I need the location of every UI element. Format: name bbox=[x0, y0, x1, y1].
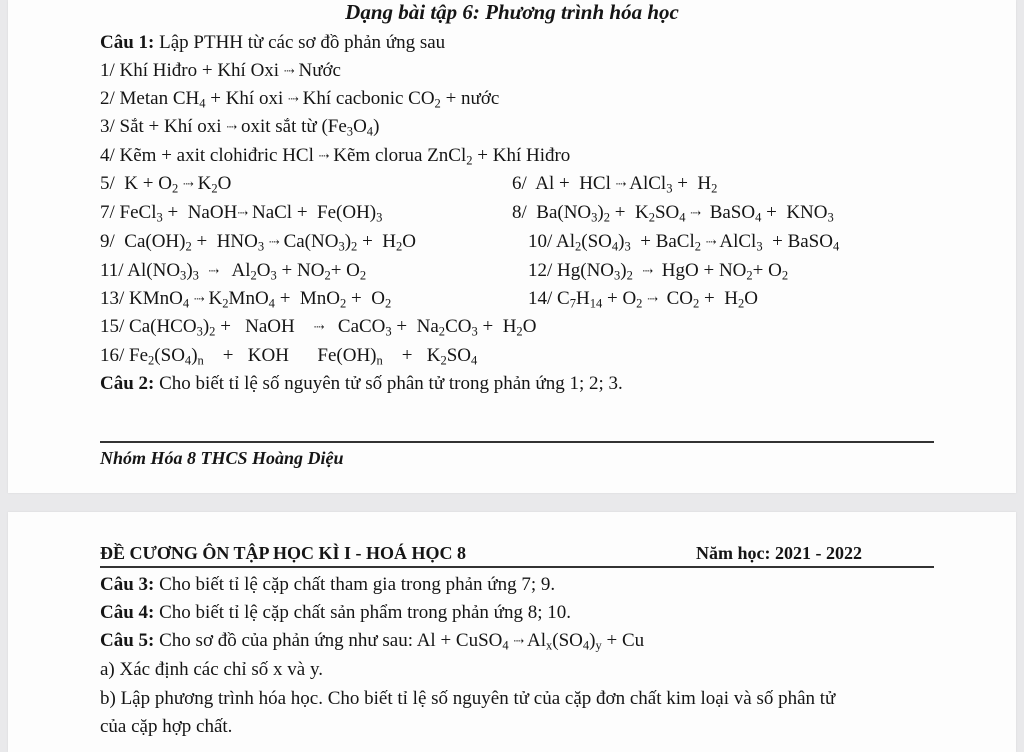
reaction-2-part: Khí cacbonic CO bbox=[302, 88, 435, 109]
arrow-icon: ⇢ bbox=[193, 291, 204, 306]
arrow-icon: ⇢ bbox=[313, 319, 324, 334]
reaction-15: 15/ $Ca(HCO_3)_2$ + NaOH ⇢ CaCO$_3$ + $Na_2CO_3 + H_2O$ bbox=[100, 316, 537, 339]
arrow-icon: ⇢ bbox=[615, 176, 626, 191]
reaction-4-part: + Khí Hiđro bbox=[472, 145, 571, 166]
reaction-11: 11/ $Al(NO_3)_3$ ⇢ $Al_2O_3 + NO_2+ O_2$ bbox=[100, 260, 367, 283]
reaction-3-part: oxit sắt từ (Fe bbox=[240, 116, 347, 137]
reaction-2-part: 2/ Metan CH bbox=[100, 88, 200, 109]
arrow-icon: ⇢ bbox=[287, 91, 298, 106]
arrow-icon: ⇢ bbox=[268, 234, 279, 249]
outline-header: ĐỀ CƯƠNG ÔN TẬP HỌC KÌ I - HOÁ HỌC 8 bbox=[100, 543, 467, 563]
question-3-label: Câu 3: bbox=[100, 574, 155, 595]
arrow-icon: ⇢ bbox=[647, 291, 658, 306]
reaction-2-part: + nước bbox=[440, 88, 500, 109]
question-5-end: + Cu bbox=[601, 630, 645, 651]
question-5b-cont: của cặp hợp chất. bbox=[100, 716, 233, 737]
document-page-1 bbox=[8, 0, 1016, 493]
question-5a: a) Xác định các chỉ số x và y. bbox=[100, 659, 323, 680]
reaction-13: 13/ KMnO$_4$ ⇢ $K_2MnO_4 + MnO_2 + O_2$ bbox=[100, 288, 392, 311]
reaction-5: 5/ $K + O_2$ ⇢ $K_2O$ bbox=[100, 173, 232, 196]
question-5-text: Cho sơ đồ của phản ứng như sau: Al + CuSO bbox=[154, 630, 503, 651]
reaction-2-part: + Khí oxi bbox=[205, 88, 284, 109]
question-4 bbox=[100, 602, 571, 624]
reaction-2: 2/ Metan $CH_4$ + Khí oxi ⇢ Khí cacbonic $CO_2$ + nước bbox=[100, 88, 500, 111]
reaction-4: 4/ Kẽm + axit clohiđric HCl ⇢ Kẽm clorua ZnCl$_2$ + Khí Hiđro bbox=[100, 145, 571, 168]
reaction-4-part: Kẽm clorua ZnCl bbox=[333, 145, 467, 166]
reaction-9: 9/ $Ca(OH)_2 + HNO_3$ ⇢ $Ca(NO_3)_2 + H_2O$ bbox=[100, 231, 416, 254]
arrow-icon: ⇢ bbox=[182, 176, 193, 191]
reaction-4-part: 4/ Kẽm + axit clohiđric HCl bbox=[100, 145, 314, 166]
arrow-icon: ⇢ bbox=[226, 119, 237, 134]
document-page-2 bbox=[8, 512, 1016, 752]
question-1 bbox=[100, 32, 445, 54]
reaction-14: 14/ $C_7H_{14} + O_2$ ⇢ $CO_2 + H_2O$ bbox=[528, 288, 758, 311]
reaction-3-part: 3/ Sắt + Khí oxi bbox=[100, 116, 222, 137]
question-2-text: Cho biết tỉ lệ số nguyên tử số phân tử trong phản ứng 1; 2; 3. bbox=[154, 373, 623, 394]
reaction-6: 6/ Al + HCl ⇢ AlCl$_3$ + $H_2$ bbox=[512, 173, 718, 196]
reaction-3-part: ) bbox=[373, 116, 380, 137]
question-5: Câu 5: Cho sơ đồ của phản ứng như sau: Al + CuSO$_4$ ⇢ $Al_x(SO_4)_y + Cu$ bbox=[100, 630, 645, 653]
question-2-label: Câu 2: bbox=[100, 373, 155, 394]
question-1-text: Lập PTHH từ các sơ đồ phản ứng sau bbox=[154, 32, 446, 53]
question-3-text: Cho biết tỉ lệ cặp chất tham gia trong phản ứng 7; 9. bbox=[154, 574, 556, 595]
question-4-label: Câu 4: bbox=[100, 602, 155, 623]
arrow-icon: ⇢ bbox=[513, 633, 524, 648]
reaction-7: 7/ FeCl$_3$ + NaOH⇢ NaCl + $Fe(OH)_3$ bbox=[100, 202, 383, 225]
arrow-icon: ⇢ bbox=[690, 205, 701, 220]
arrow-icon: ⇢ bbox=[283, 63, 294, 78]
reaction-1-left: 1/ Khí Hiđro + Khí Oxi bbox=[100, 60, 280, 81]
reaction-10: 10/ $Al_2(SO_4)_3$ + BaCl$_2$ ⇢ AlCl$_3$ + BaSO$_4$ bbox=[528, 231, 840, 254]
arrow-icon: ⇢ bbox=[705, 234, 716, 249]
reaction-12: 12/ $Hg(NO_3)_2$ ⇢ HgO + $NO_2+ O_2$ bbox=[528, 260, 789, 283]
school-year: Năm học: 2021 - 2022 bbox=[696, 543, 862, 563]
reaction-3: 3/ Sắt + Khí oxi ⇢ oxit sắt từ $(Fe_3O_4)$ bbox=[100, 116, 380, 139]
question-5-label: Câu 5: bbox=[100, 630, 155, 651]
reaction-16: 16/ $Fe_2(SO_4)_n$ + KOH $Fe(OH)_n$ + $K_2SO_4$ bbox=[100, 345, 478, 368]
divider bbox=[100, 566, 934, 568]
question-5-product: Al bbox=[527, 630, 546, 651]
reaction-3-part: O bbox=[353, 116, 367, 137]
divider bbox=[100, 441, 934, 443]
reaction-1-right: Nước bbox=[298, 60, 341, 81]
arrow-icon: ⇢ bbox=[208, 263, 219, 278]
question-2 bbox=[100, 373, 623, 395]
footer-author: Nhóm Hóa 8 THCS Hoàng Diệu bbox=[100, 448, 344, 468]
question-1-label: Câu 1: bbox=[100, 32, 155, 53]
question-4-text: Cho biết tỉ lệ cặp chất sản phẩm trong phản ứng 8; 10. bbox=[154, 602, 571, 623]
reaction-8: 8/ $Ba(NO_3)_2 + K_2SO_4$ ⇢ BaSO$_4$ + $KNO_3$ bbox=[512, 202, 834, 225]
reaction-1 bbox=[100, 60, 341, 82]
page-title: Dạng bài tập 6: Phương trình hóa học bbox=[345, 0, 679, 24]
arrow-icon: ⇢ bbox=[318, 148, 329, 163]
arrow-icon: ⇢ bbox=[237, 205, 248, 220]
arrow-icon: ⇢ bbox=[642, 263, 653, 278]
question-3 bbox=[100, 574, 555, 596]
question-5b: b) Lập phương trình hóa học. Cho biết tỉ lệ số nguyên tử của cặp đơn chất kim loại và số phân tử bbox=[100, 688, 836, 709]
